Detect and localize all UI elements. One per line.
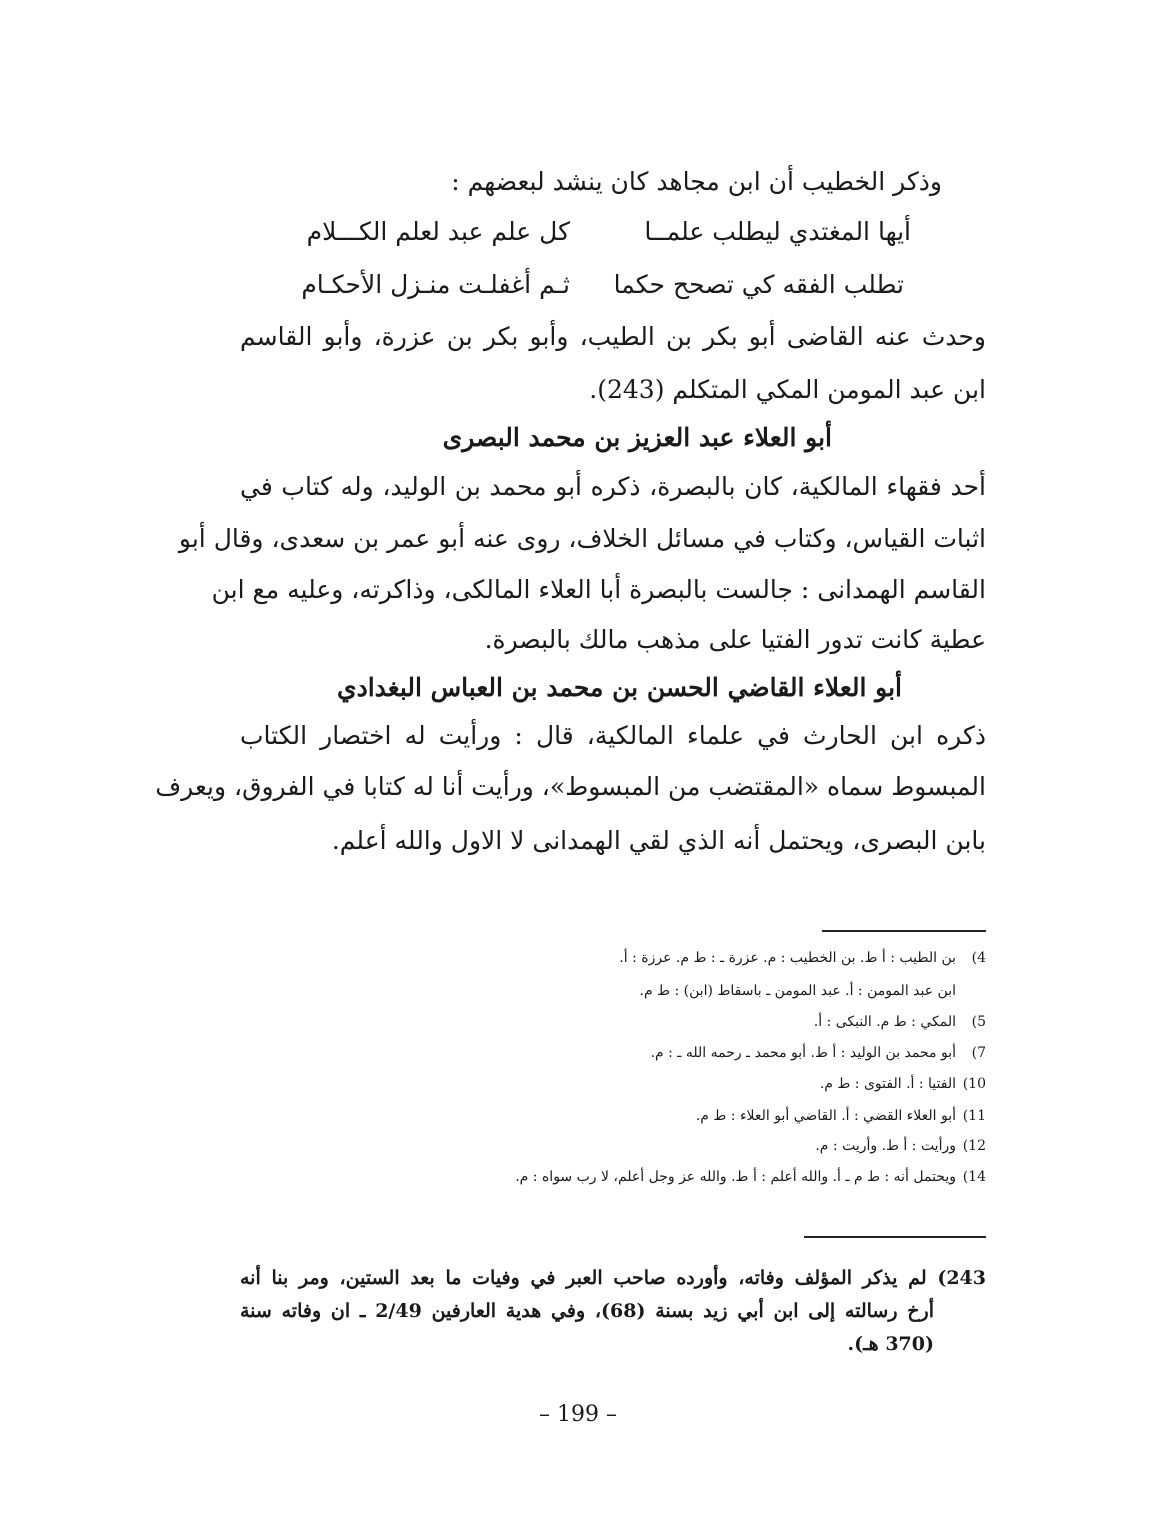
variant-note (696, 1105, 986, 1127)
variant-note-number: 12) (962, 1138, 986, 1154)
variant-note-text: ويحتمل أنه : ط م ـ أ. والله أعلم : أ ط. والله عز وجل أعلم، لا رب سواه : م. (515, 1169, 956, 1185)
variant-note-text: ابن عبد المومن : أ. عبد المومن ـ باسقاط (ابن) : ط م. (639, 983, 956, 999)
variant-note-number: 4) (971, 950, 986, 966)
intro-line: وذكر الخطيب أن ابن مجاهد كان ينشد لبعضهم : (451, 167, 942, 196)
variant-note-number: 10) (962, 1076, 986, 1092)
variant-note (640, 980, 986, 1002)
variant-note-text: بن الطيب : أ ط. بن الخطيب : م. عزرة ـ : ط م. عرزة : أ. (619, 950, 956, 966)
paragraph-2-line-4: عطية كانت تدور الفتيا على مذهب مالك بالبصرة. (484, 625, 986, 654)
verse-1-first-hemistich: أيها المغتدي ليطلب علمــا (644, 217, 911, 246)
variant-note-number: 11) (962, 1108, 986, 1124)
page-number: – 199 – (539, 1402, 617, 1427)
paragraph-3-line-3: بابن البصرى، ويحتمل أنه الذي لقي الهمدانى لا الاول والله أعلم. (331, 826, 986, 855)
paragraph-2-line-3: القاسم الهمدانى : جالست بالبصرة أبا العلاء المالكى، وذاكرته، وعليه مع ابن (211, 575, 986, 604)
variant-note-text: أبو محمد بن الوليد : أ ط. أبو محمد ـ رحمه الله ـ : م. (650, 1045, 956, 1061)
variant-note (515, 1166, 986, 1188)
footnote-243-line-1: 243) لم يذكر المؤلف وفاته، وأورده صاحب العبر في وفيات ما بعد الستين، ومر بنا أنه (240, 1267, 986, 1289)
variant-note (814, 1011, 986, 1033)
variant-note-number: 5) (971, 1014, 986, 1030)
paragraph-1-line-1: وحدث عنه القاضى أبو بكر بن الطيب، وأبو بكر بن عزرة، وأبو القاسم (240, 322, 986, 351)
variant-note-text: الفتيا : أ. الفتوى : ط م. (819, 1076, 956, 1092)
section-heading-2: أبو العلاء القاضي الحسن بن محمد بن العباس البغدادي (337, 673, 902, 702)
variant-note (651, 1042, 986, 1064)
variant-note-number: 14) (962, 1169, 986, 1185)
paragraph-2-line-2: اثبات القياس، وكتاب في مسائل الخلاف، روى عنه أبو عمر بن سعدى، وقال أبو (178, 524, 986, 553)
paragraph-3-line-1: ذكره ابن الحارث في علماء المالكية، قال : ورأيت له اختصار الكتاب (240, 721, 986, 750)
verse-2-first-hemistich: تطلب الفقه كي تصحح حكما (613, 270, 904, 299)
footnote-separator (804, 1236, 986, 1238)
variant-note-text: المكي : ط م. النبكى : أ. (813, 1014, 956, 1030)
variant-note-text: ورأيت : أ ط. وأريت : م. (815, 1138, 956, 1154)
paragraph-3-line-2: المبسوط سماه «المقتضب من المبسوط»، ورأيت أنا له كتابا في الفروق، ويعرف (155, 772, 986, 801)
variant-note-text: أبو العلاء القضي : أ. القاضي أبو العلاء : ط م. (695, 1108, 956, 1124)
variant-notes-separator (822, 930, 986, 932)
footnote-243-line-3: (370 هـ). (847, 1333, 934, 1355)
paragraph-1-line-2: ابن عبد المومن المكي المتكلم (243). (589, 375, 986, 404)
variant-note-number: 7) (971, 1045, 986, 1061)
paragraph-2-line-1: أحد فقهاء المالكية، كان بالبصرة، ذكره أبو محمد بن الوليد، وله كتاب في (240, 472, 986, 501)
verse-2-second-hemistich: ثـم أغفلـت منـزل الأحكـام (301, 270, 570, 299)
section-heading-1: أبو العلاء عبد العزيز بن محمد البصرى (442, 423, 832, 452)
verse-1-second-hemistich: كل علم عبد لعلم الكـــلام (306, 217, 570, 246)
variant-note (820, 1073, 986, 1095)
variant-note (619, 947, 986, 969)
variant-note (815, 1135, 986, 1157)
footnote-243-line-2: أرخ رسالته إلى ابن أبي زيد بسنة (68)، وفي هدية العارفين 2/49 ـ ان وفاته سنة (240, 1300, 935, 1322)
